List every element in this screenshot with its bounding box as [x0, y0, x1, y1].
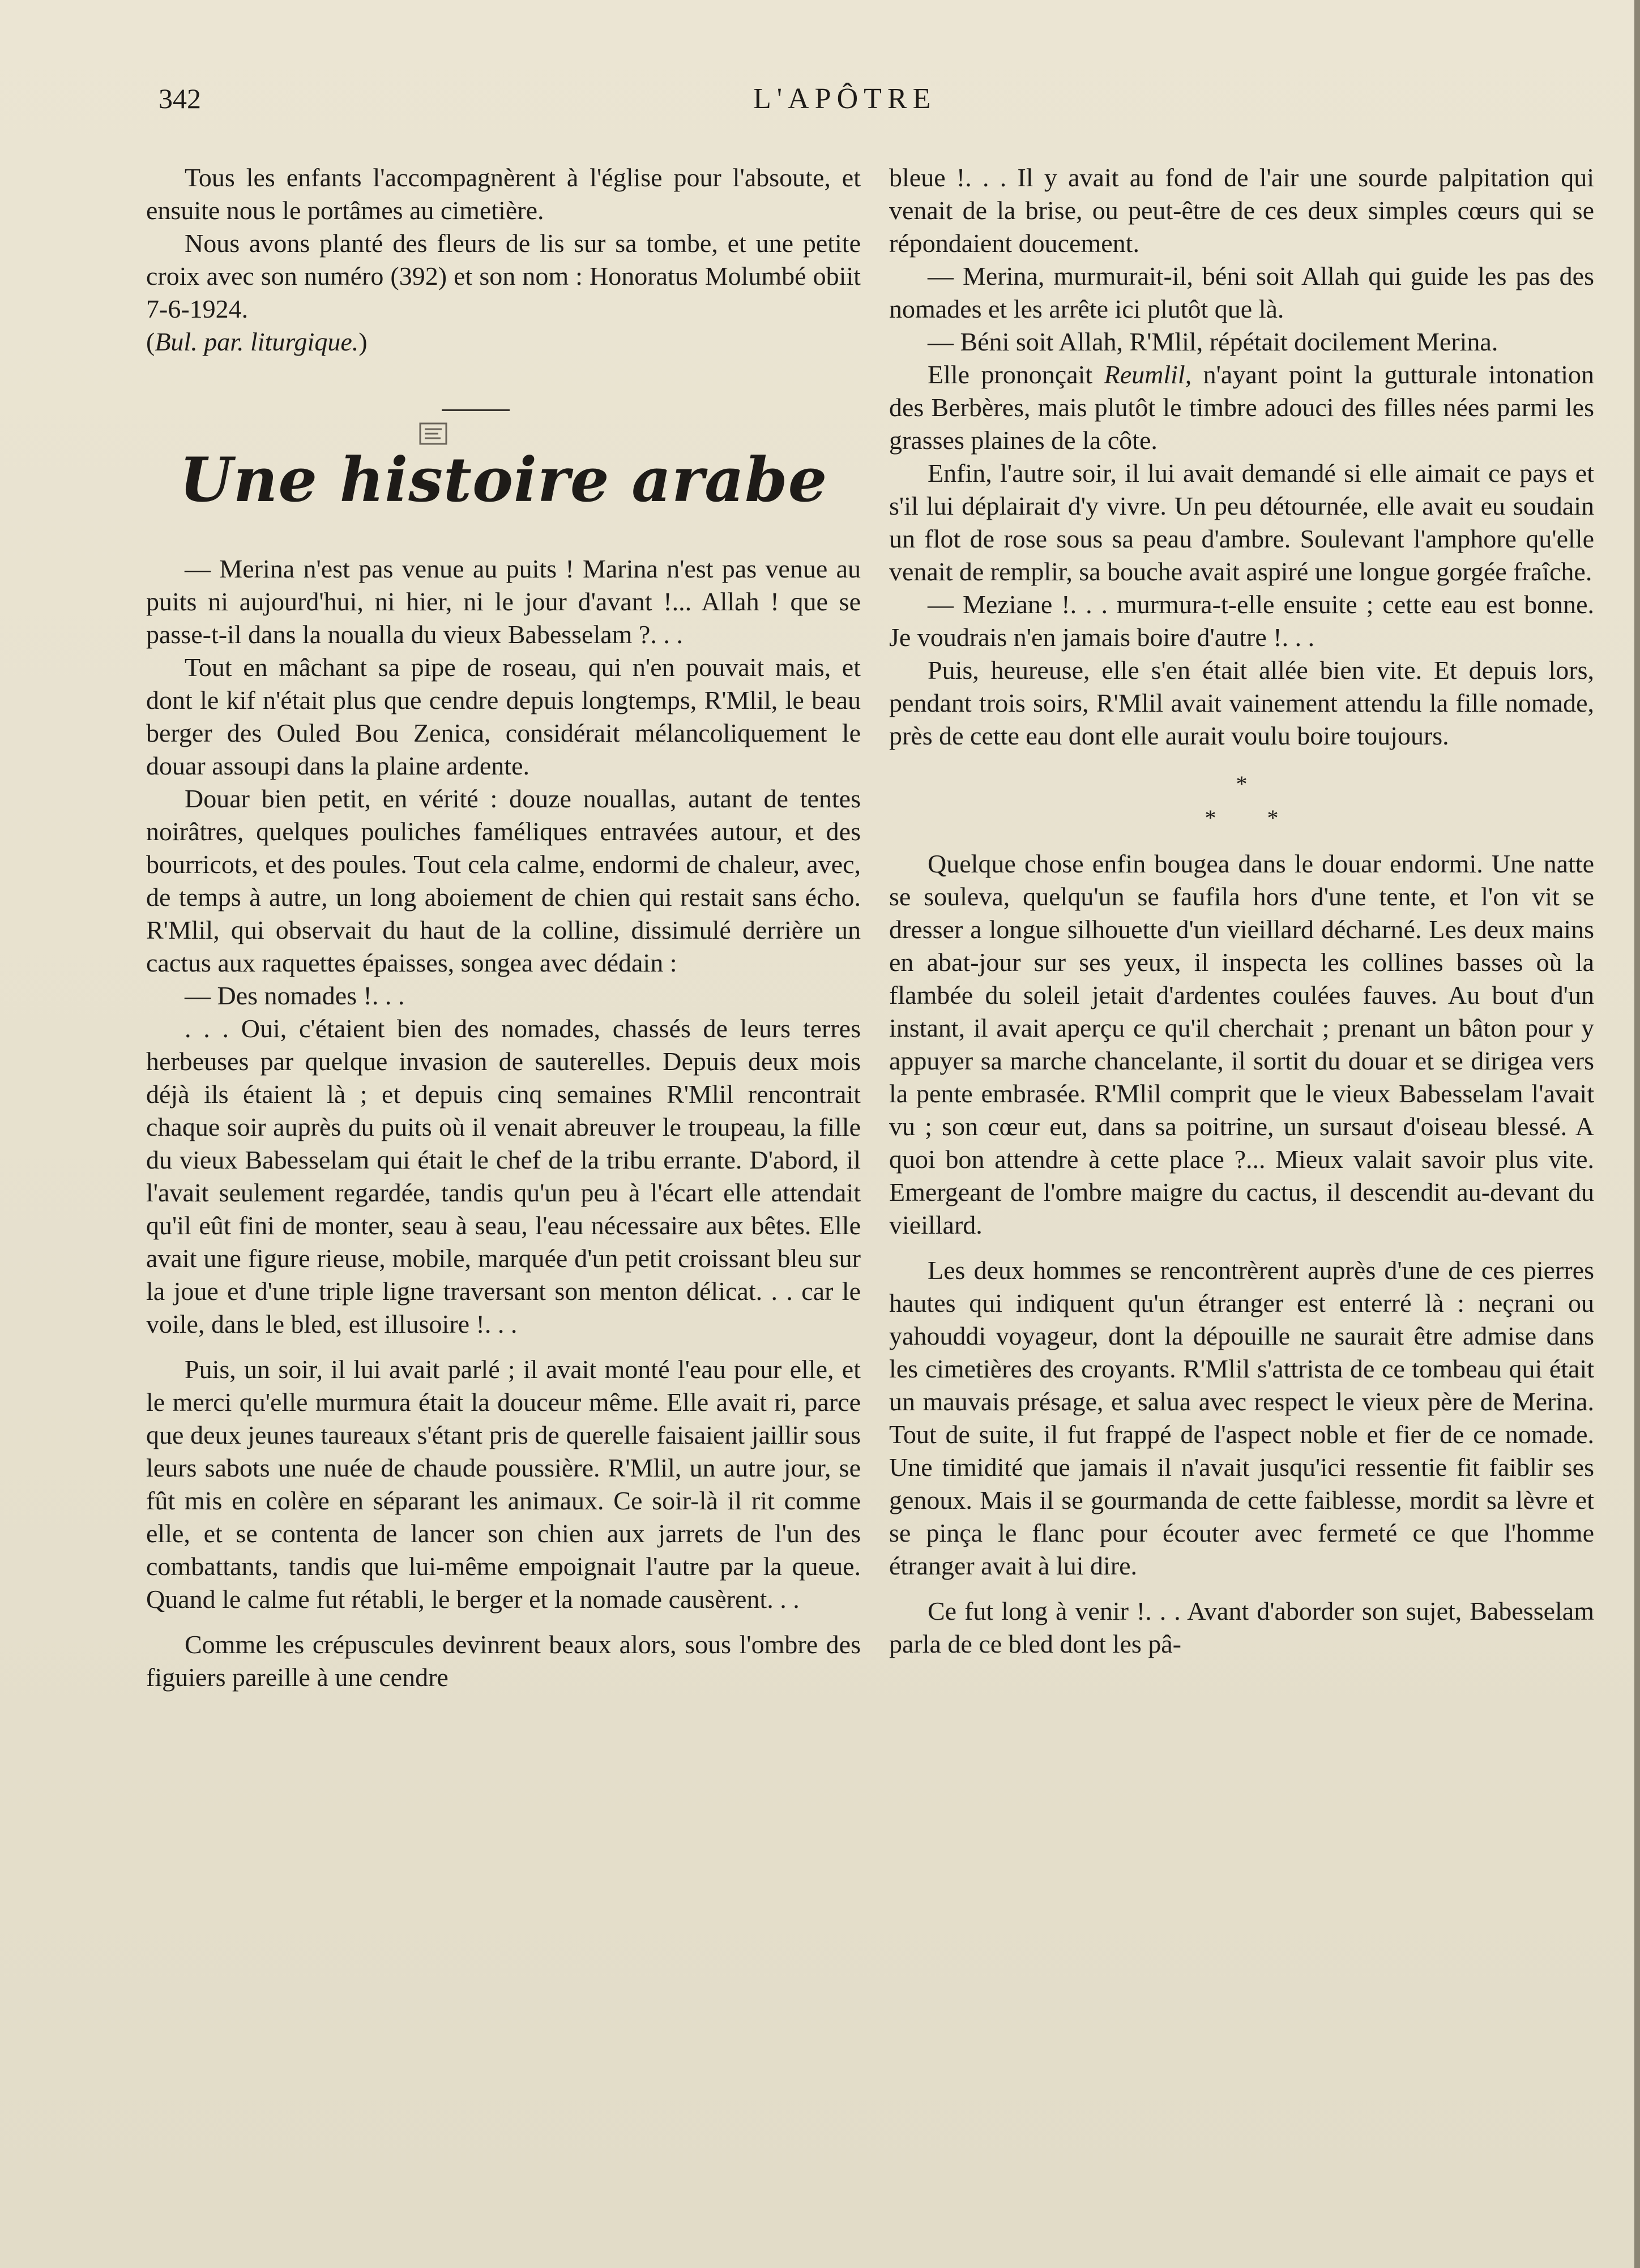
page-edge [1634, 0, 1640, 2268]
asterism-top: * [1236, 771, 1248, 797]
paragraph: — Merina, murmurait-il, béni soit Allah qui guide les pas des nomades et les arrête ici plutôt que là. [889, 262, 1594, 323]
paragraph: Ce fut long à venir !. . . Avant d'aborder son sujet, Babesselam parla de ce bled dont les pâ- [889, 1597, 1594, 1658]
page-header [159, 82, 1008, 127]
citation-paren-open: ( [146, 327, 155, 356]
paragraph-gap [146, 1616, 861, 1628]
paragraph: Quelque chose enfin bougea dans le douar endormi. Une natte se souleva, quelqu'un se faufila hors d'une tente, et l'on vit se dresser a longue silhouette d'un vieillard décharné. Les deux mains en abat-jour sur ses yeux, il inspecta les collines basses où la flambée du soleil jetait d'ardentes coulées fauves. Au bout d'un instant, il avait aperçu ce qu'il cherchait ; prenant un bâton pour y appuyer sa marche chancelante, il sortit du douar et se dirigea vers la pente embrasée. R'Mlil comprit que le vieux Babesselam l'avait vu ; son cœur eut, dans sa poitrine, un sursaut d'oiseau blessé. A quoi bon attendre à cette place ?... Mieux valait savoir plus vite. Emergeant de l'ombre maigre du cactus, il descendit au-devant du vieillard. [889, 849, 1594, 1239]
citation [146, 326, 861, 358]
paragraph: Puis, heureuse, elle s'en était allée bien vite. Et depuis lors, pendant trois soirs, R'Mlil avait vainement attendu la fille nomade, près de cette eau dont elle aurait voulu boire toujours. [889, 656, 1594, 750]
running-title: L'APÔTRE [753, 83, 937, 115]
paragraph-gap [889, 1242, 1594, 1254]
paragraph: — Meziane !. . . murmura-t-elle ensuite ; cette eau est bonne. Je voudrais n'en jamais boire d'autre !. . . [889, 590, 1594, 652]
citation-source: Bul. par. liturgique. [155, 327, 359, 356]
article-title: Une histoire arabe [179, 444, 828, 516]
section-rule [442, 409, 510, 411]
paragraph: Nous avons planté des fleurs de lis sur sa tombe, et une petite croix avec son numéro (392) et son nom : Honoratus Molumbé obiit 7-6-1924. [146, 229, 861, 323]
paragraph: Les deux hommes se rencontrèrent auprès d'une de ces pierres hautes qui indiquent qu'un étranger est enterré là : neçrani ou yahouddi voyageur, dont la dépouille ne saurait être admise dans les cimetières des croyants. R'Mlil s'attrista de ce tombeau qui était un mauvais présage, et salua avec respect le vieux père de Merina. Tout de suite, il fut frappé de l'aspect noble et fier de ce nomade. Une timidité que jamais il n'avait jusqu'ici ressentie fit faiblir ses genoux. Mais il se gourmanda de cette faiblesse, mordit sa lèvre et se pinça le flanc pour écouter avec fermeté ce que l'homme étranger avait à lui dire. [889, 1256, 1594, 1580]
ornament-icon [418, 421, 449, 446]
section-asterism [889, 767, 1594, 835]
paragraph: Comme les crépuscules devinrent beaux alors, sous l'ombre des figuiers pareille à une cendre [146, 1630, 861, 1692]
italic-word: Reumlil, [1104, 360, 1192, 389]
citation-paren-close: ) [358, 327, 368, 356]
right-column [889, 161, 1594, 1661]
paragraph: . . . Oui, c'étaient bien des nomades, chassés de leurs terres herbeuses par quelque invasion de sauterelles. Depuis deux mois déjà ils étaient là ; et depuis cinq semaines R'Mlil rencontrait chaque soir auprès du puits où il venait abreuver le troupeau, la fille du vieux Babesselam qui était le chef de la tribu errante. D'abord, il l'avait seulement regardée, tandis qu'un peu à l'écart elle attendait qu'il eût fini de monter, seau à seau, l'eau nécessaire aux bêtes. Elle avait une figure rieuse, mobile, marquée d'un petit croissant bleu sur la joue et d'une triple ligne traversant son menton délicat. . . car le voile, dans le bled, est illusoire !. . . [146, 1014, 861, 1338]
paragraph: — Béni soit Allah, R'Mlil, répétait docilement Merina. [928, 327, 1498, 356]
page-number: 342 [159, 83, 201, 114]
text-run: n'ayant point la gutturale intonation des Berbères, mais plutôt le timbre adouci des filles nées parmi les grasses plaines de la côte. [889, 360, 1594, 455]
paragraph-gap [889, 1582, 1594, 1595]
paragraph: — Merina n'est pas venue au puits ! Marina n'est pas venue au puits ni aujourd'hui, ni hier, ni le jour d'avant !... Allah ! que se passe-t-il dans la noualla du vieux Babesselam ?. . . [146, 554, 861, 649]
paragraph-gap [146, 1341, 861, 1353]
asterism-bottom: * * [1205, 805, 1301, 831]
paragraph: bleue !. . . Il y avait au fond de l'air une sourde palpitation qui venait de la brise, ou peut-être de ces deux simples cœurs qui se répondaient doucement. [889, 163, 1594, 258]
paragraph: Tout en mâchant sa pipe de roseau, qui n'en pouvait mais, et dont le kif n'était plus que cendre depuis longtemps, R'Mlil, le beau berger des Ouled Bou Zenica, considérait mélancoliquement le douar assoupi dans la plaine ardente. [146, 653, 861, 780]
paragraph: Puis, un soir, il lui avait parlé ; il avait monté l'eau pour elle, et le merci qu'elle murmura était la douceur même. Elle avait ri, parce que deux jeunes taureaux s'étant pris de querelle faisaient jaillir sous leurs sabots une nuée de chaude poussière. R'Mlil, un autre jour, se fût mis en colère en séparant les animaux. Ce soir-là il rit comme elle, et se contenta de lancer son chien aux jarrets de l'un des combattants, tandis que lui-même empoignait l'autre par la queue. Quand le calme fut rétabli, le berger et la nomade causèrent. . . [146, 1355, 861, 1614]
paragraph: Douar bien petit, en vérité : douze nouallas, autant de tentes noirâtres, quelques pouliches faméliques entravées autour, et des bourricots, et des poules. Tout cela calme, endormi de chaleur, avec, de temps à autre, un long aboiement de chien qui restait sans écho. R'Mlil, qui observait du haut de la colline, dissimulé derrière un cactus aux raquettes épaisses, songea avec dédain : [146, 784, 861, 977]
text-run: Elle prononçait [928, 360, 1104, 389]
left-column [146, 161, 861, 1694]
paragraph [889, 358, 1594, 457]
paragraph: Enfin, l'autre soir, il lui avait demandé si elle aimait ce pays et s'il lui déplairait d'y vivre. Un peu détournée, elle avait eu soudain un flot de rose sous sa peau d'ambre. Soulevant l'amphore qu'elle venait de remplir, sa bouche avait aspiré une longue gorgée fraîche. [889, 459, 1594, 586]
paragraph: — Des nomades !. . . [185, 981, 405, 1010]
paragraph: Tous les enfants l'accompagnèrent à l'église pour l'absoute, et ensuite nous le portâmes au cimetière. [146, 163, 861, 225]
